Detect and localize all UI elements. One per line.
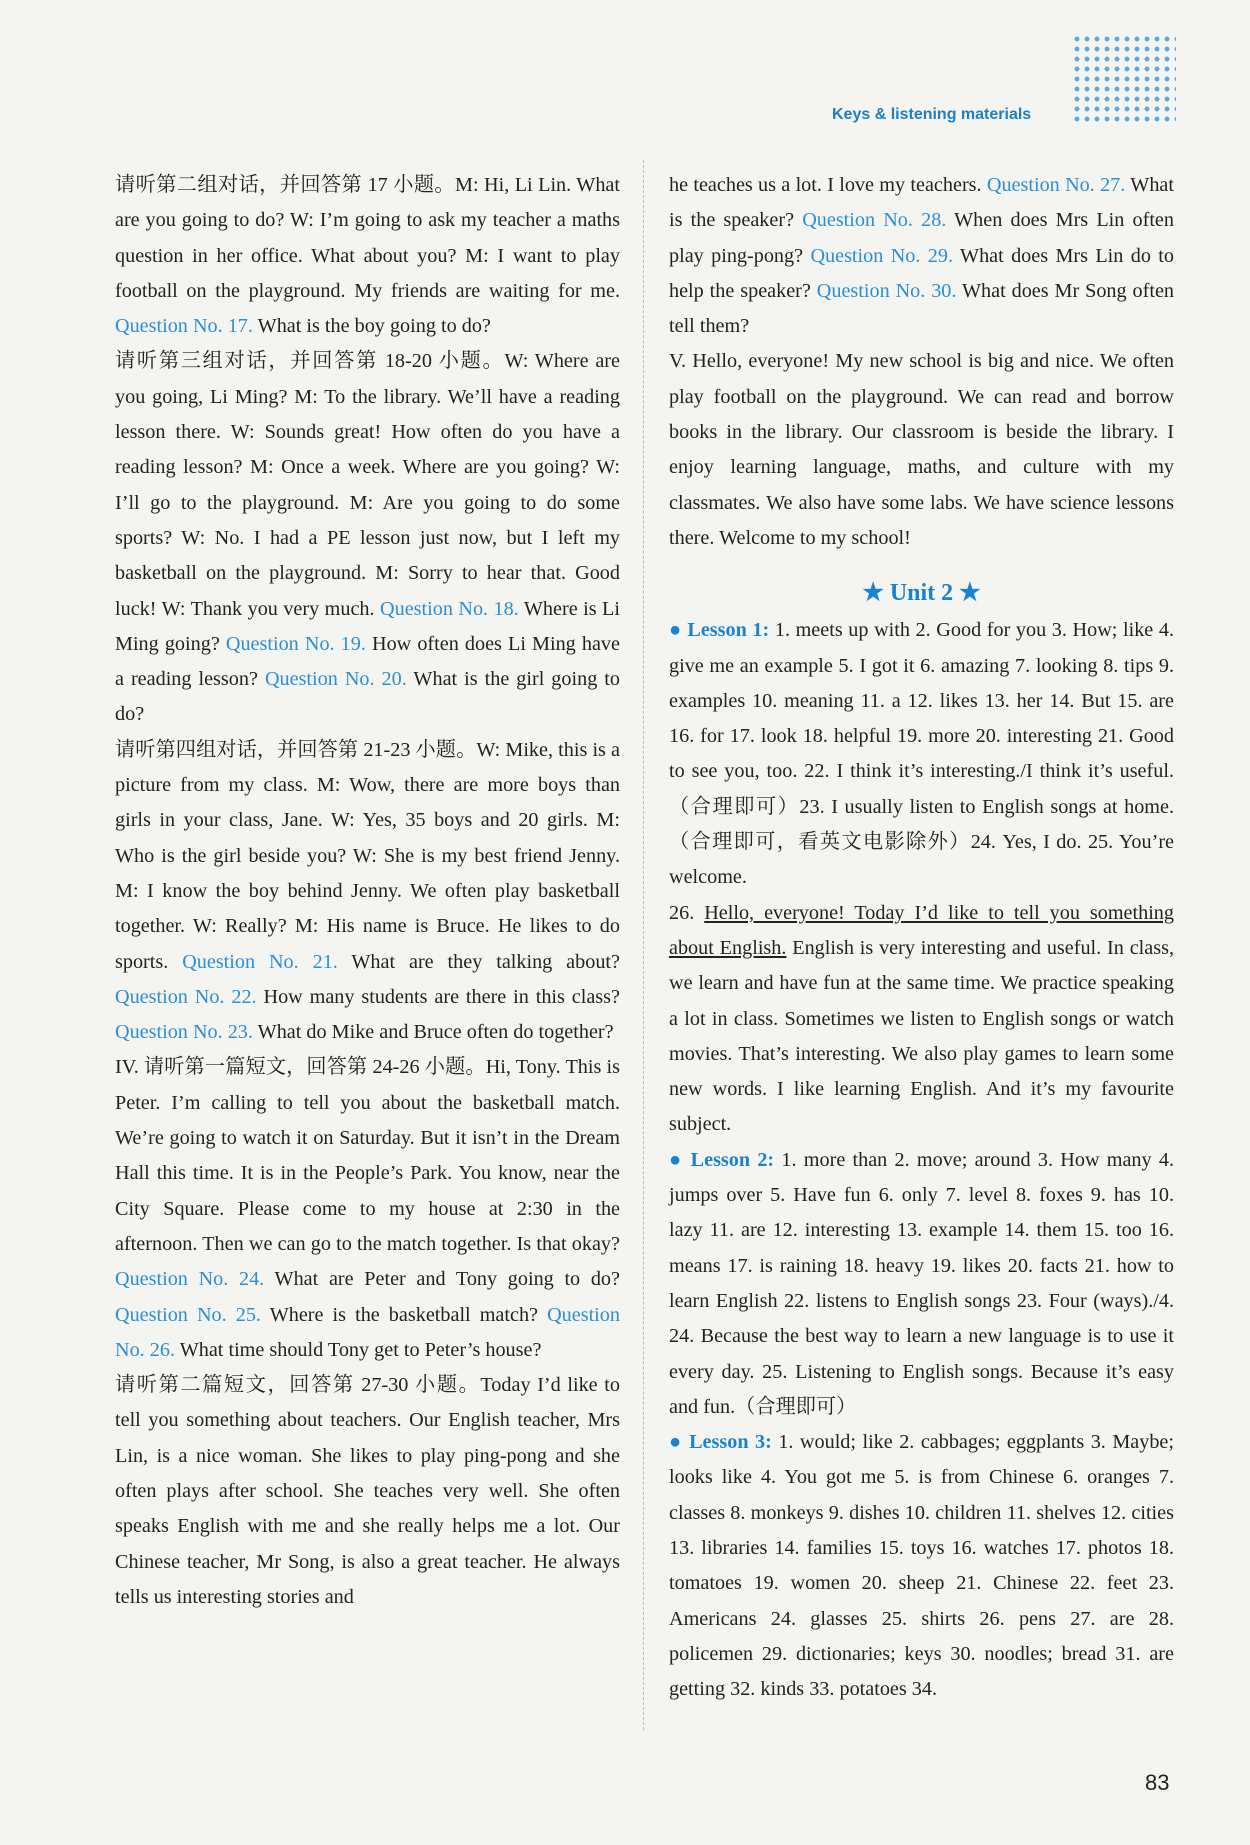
header-label: Keys & listening materials xyxy=(832,106,1032,123)
dialogue-2: 请听第二组对话，并回答第 17 小题。M: Hi, Li Lin. What are you going to do? W: I’m going to ask my teacher a maths question in her office. What about you? M: I want to play football on the playground. My friends are waiting for me. Question No. 17. What is the boy going to do? xyxy=(115,174,620,338)
question-label: Question No. 26. xyxy=(115,1303,620,1361)
bullet-icon: ● xyxy=(669,619,682,642)
right-column xyxy=(669,168,1174,1707)
lesson-3-answers: ● Lesson 3: 1. would; like 2. cabbages; eggplants 3. Maybe; looks like 4. You got me 5. is from Chinese 6. oranges 7. classes 8. monkeys 9. dishes 10. children 11. shelves 12. cities 13. libraries 14. families 15. toys 16. watches 17. photos 18. tomatoes 19. women 20. sheep 21. Chinese 22. feet 23. Americans 24. glasses 25. shirts 26. pens 27. are 28. policemen 29. dictionaries; keys 30. noodles; bread 31. are getting 32. kinds 33. potatoes 34. xyxy=(669,1431,1174,1701)
bullet-icon: ● xyxy=(669,1148,684,1171)
question-label: Question No. 27. xyxy=(986,174,1126,196)
dot-grid-decoration xyxy=(1072,34,1176,124)
left-column xyxy=(115,168,620,1615)
question-label: Question No. 23. xyxy=(115,1021,253,1044)
lesson-label: Lesson 1: xyxy=(687,619,770,642)
bullet-icon: ● xyxy=(669,1431,683,1454)
question-label: Question No. 29. xyxy=(810,244,954,267)
dialogue-3: 请听第三组对话，并回答第 18-20 小题。W: Where are you going, Li Ming? M: To the library. We’ll have a reading lesson there. W: Sounds great! How often do you have a reading lesson? M: Once a week. Where are you going? W: I’ll go to the playground. M: Are you going to do some sports? W: No. I had a PE lesson just now, but I left my basketball on the playground. M: Sorry to hear that. Good luck! W: Thank you very much. Question No. 18. Where is Li Ming going? Question No. 19. How often does Li Ming have a reading lesson? Question No. 20. What is the girl going to do? xyxy=(115,350,620,726)
lesson-2-answers: ● Lesson 2: 1. more than 2. move; around 3. How many 4. jumps over 5. Have fun 6. only 7. level 8. foxes 9. has 10. lazy 11. are 12. interesting 13. example 14. them 15. too 16. means 17. is raining 18. heavy 19. likes 20. facts 21. how to learn English 22. listens to English songs 23. Four (ways)./4. 24. Because the best way to learn a new language is to use it every day. 25. Listening to English songs. Because it’s easy and fun.（合理即可） xyxy=(669,1148,1175,1418)
dialogue-4: 请听第四组对话，并回答第 21-23 小题。W: Mike, this is a picture from my class. M: Wow, there are more boys than girls in your class, Jane. W: Yes, 35 boys and 20 girls. M: Who is the girl beside you? W: She is my best friend Jenny. M: I know the boy behind Jenny. We often play basketball together. W: Really? M: His name is Bruce. He likes to do sports. Question No. 21. What are they talking about? Question No. 22. How many students are there in this class? Question No. 23. What do Mike and Bruce often do together? xyxy=(115,738,620,1044)
question-label: Question No. 17. xyxy=(115,315,253,338)
question-label: Question No. 20. xyxy=(264,668,407,691)
question-label: Question No. 22. xyxy=(115,985,257,1008)
passage-2: 请听第二篇短文，回答第 27-30 小题。Today I’d like to tell you something about teachers. Our English teacher, Mrs Lin, is a nice woman. She likes to play ping-pong and she often plays after school. She teaches very well. She often speaks English with me and she really helps me a lot. Our Chinese teacher, Mr Song, is also a great teacher. He always tells us interesting stories and xyxy=(115,1374,620,1608)
lesson-label: Lesson 2: xyxy=(690,1148,775,1171)
column-divider xyxy=(643,160,644,1730)
question-label: Question No. 18. xyxy=(380,597,519,620)
question-label: Question No. 24. xyxy=(115,1268,265,1291)
lesson-1-answers: ● Lesson 1: 1. meets up with 2. Good for you 3. How; like 4. give me an example 5. I got it 6. amazing 7. looking 8. tips 9. examples 10. meaning 11. a 12. likes 13. her 14. But 15. are 16. for 17. look 18. helpful 19. more 20. interesting 21. Good to see you, too. 22. I think it’s interesting./I think it’s useful.（合理即可）23. I usually listen to English songs at home.（合理即可，看英文电影除外）24. Yes, I do. 25. You’re welcome. xyxy=(669,619,1175,889)
answer-26: 26. Hello, everyone! Today I’d like to tell you something about English. English is very interesting and useful. In class, we learn and have fun at the same time. We practice speaking a lot in class. Sometimes we listen to English songs or watch movies. That’s interesting. We also play games to learn some new words. I like learning English. And it’s my favourite subject. xyxy=(669,901,1174,1136)
passage-2-continued: he teaches us a lot. I love my teachers. Question No. 27. What is the speaker? Question No. 28. When does Mrs Lin often play ping-pong? Question No. 29. What does Mrs Lin do to help the speaker? Question No. 30. What does Mr Song often tell them? xyxy=(669,174,1175,338)
question-label: Question No. 19. xyxy=(225,632,366,655)
passage-1: IV. 请听第一篇短文，回答第 24-26 小题。Hi, Tony. This is Peter. I’m calling to tell you about the basketball match. We’re going to watch it on Saturday. But it isn’t in the Dream Hall this time. It is in the People’s Park. You know, near the City Square. Please come to my house at 2:30 in the afternoon. Then we can go to the match together. Is that okay? Question No. 24. What are Peter and Tony going to do? Question No. 25. Where is the basketball match? Question No. 26. What time should Tony get to Peter’s house? xyxy=(115,1056,620,1361)
page-number: 83 xyxy=(1145,1770,1170,1795)
question-label: Question No. 28. xyxy=(802,209,947,232)
question-label: Question No. 25. xyxy=(115,1303,261,1326)
question-label: Question No. 30. xyxy=(816,279,957,302)
underlined-topic-sentence: Hello, everyone! Today I’d like to tell you something about English. xyxy=(669,901,1174,959)
lesson-label: Lesson 3: xyxy=(689,1431,772,1454)
unit-title: ★ Unit 2 ★ xyxy=(862,580,981,607)
question-label: Question No. 21. xyxy=(182,950,338,973)
section-v: V. Hello, everyone! My new school is big and nice. We often play football on the playground. We can read and borrow books in the library. Our classroom is beside the library. I enjoy learning language, maths, and culture with my classmates. We also have some labs. We have science lessons there. Welcome to my school! xyxy=(669,350,1174,549)
